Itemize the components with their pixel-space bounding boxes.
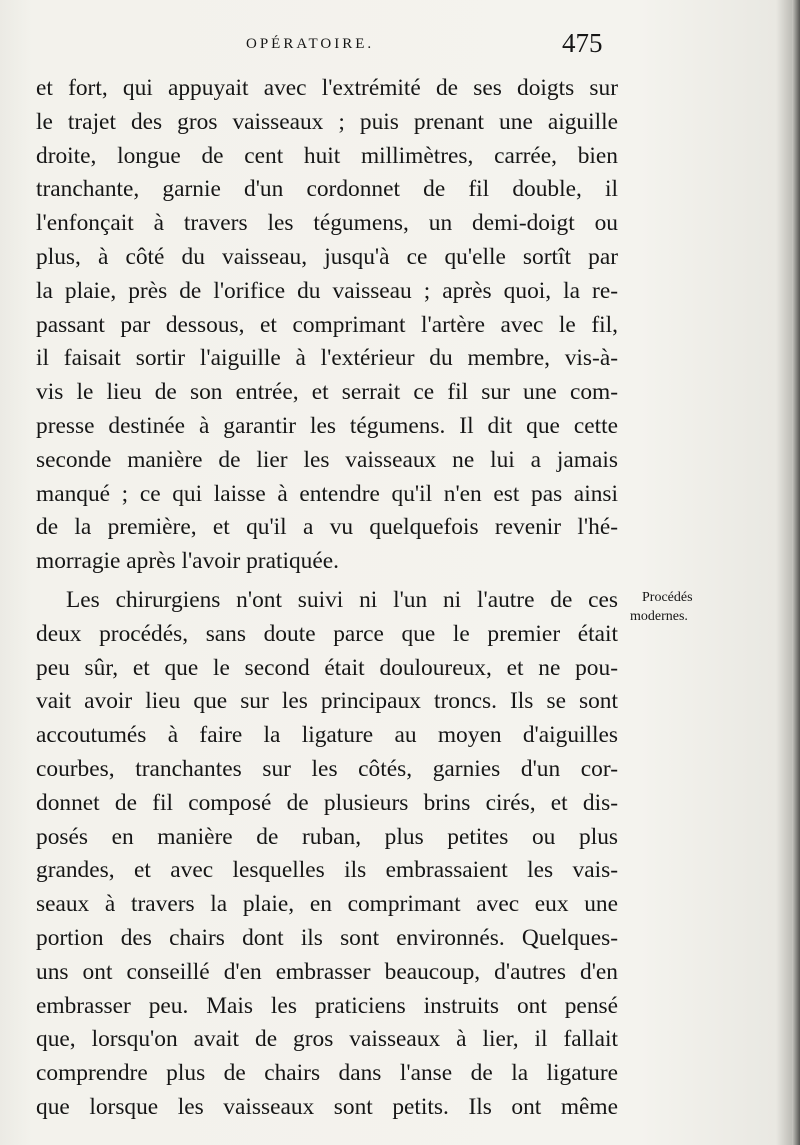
page-edge-shadow [792, 0, 800, 1145]
text-line: passant par dessous, et comprimant l'artère avec le fil, [36, 311, 618, 338]
paragraph-2 [36, 584, 618, 1125]
margin-note [630, 588, 730, 626]
text-line: seaux à travers la plaie, en comprimant avec eux une [36, 891, 618, 918]
text-line: embrasser peu. Mais les praticiens instruits ont pensé [36, 992, 618, 1019]
text-line: peu sûr, et que le second était douloureux, et ne pou- [36, 654, 618, 681]
text-line: l'enfonçait à travers les tégumens, un demi-doigt ou [36, 210, 618, 237]
text-line: droite, longue de cent huit millimètres, carrée, bien [36, 142, 618, 169]
text-line: vis le lieu de son entrée, et serrait ce fil sur une com- [36, 379, 618, 406]
text-line: que lorsque les vaisseaux sont petits. Ils ont même [36, 1093, 618, 1120]
paragraph-1 [36, 72, 618, 579]
text-line: uns ont conseillé d'en embrasser beaucoup, d'autres d'en [36, 958, 618, 985]
text-line: tranchante, garnie d'un cordonnet de fil double, il [36, 176, 618, 203]
text-line: donnet de fil composé de plusieurs brins cirés, et dis- [36, 789, 618, 816]
text-line: presse destinée à garantir les tégumens. Il dit que cette [36, 412, 618, 439]
text-line: deux procédés, sans doute parce que le premier était [36, 620, 618, 647]
text-line: et fort, qui appuyait avec l'extrémité de ses doigts sur [36, 75, 618, 101]
text-line: courbes, tranchantes sur les côtés, garnies d'un cor- [36, 755, 618, 782]
body-text [36, 72, 618, 1125]
text-line: il faisait sortir l'aiguille à l'extérieur du membre, vis-à- [36, 345, 618, 372]
text-line: le trajet des gros vaisseaux ; puis prenant une aiguille [36, 108, 618, 135]
text-line: que, lorsqu'on avait de gros vaisseaux à lier, il fallait [36, 1026, 618, 1053]
running-head: OPÉRATOIRE. [246, 36, 375, 52]
text-line: plus, à côté du vaisseau, jusqu'à ce qu'elle sortît par [36, 243, 618, 270]
margin-note-line: modernes. [630, 609, 688, 624]
text-line: seconde manière de lier les vaisseaux ne lui a jamais [36, 446, 618, 473]
text-line: la plaie, près de l'orifice du vaisseau ; après quoi, la re- [36, 277, 618, 304]
text-line: morragie après l'avoir pratiquée. [36, 548, 339, 575]
page-number: 475 [562, 28, 603, 58]
text-line: de la première, et qu'il a vu quelquefois revenir l'hé- [36, 514, 618, 541]
text-line: grandes, et avec lesquelles ils embrassaient les vais- [36, 857, 618, 884]
margin-note-line: Procédés [642, 590, 693, 605]
text-line: vait avoir lieu que sur les principaux troncs. Ils se sont [36, 688, 618, 715]
text-line: manqué ; ce qui laisse à entendre qu'il n'en est pas ainsi [36, 480, 618, 507]
text-line: accoutumés à faire la ligature au moyen d'aiguilles [36, 722, 618, 749]
text-line: Les chirurgiens n'ont suivi ni l'un ni l'autre de ces [66, 586, 618, 613]
text-line: portion des chairs dont ils sont environnés. Quelques- [36, 924, 618, 951]
text-line: posés en manière de ruban, plus petites ou plus [36, 823, 618, 850]
text-line: comprendre plus de chairs dans l'anse de la ligature [36, 1060, 618, 1087]
